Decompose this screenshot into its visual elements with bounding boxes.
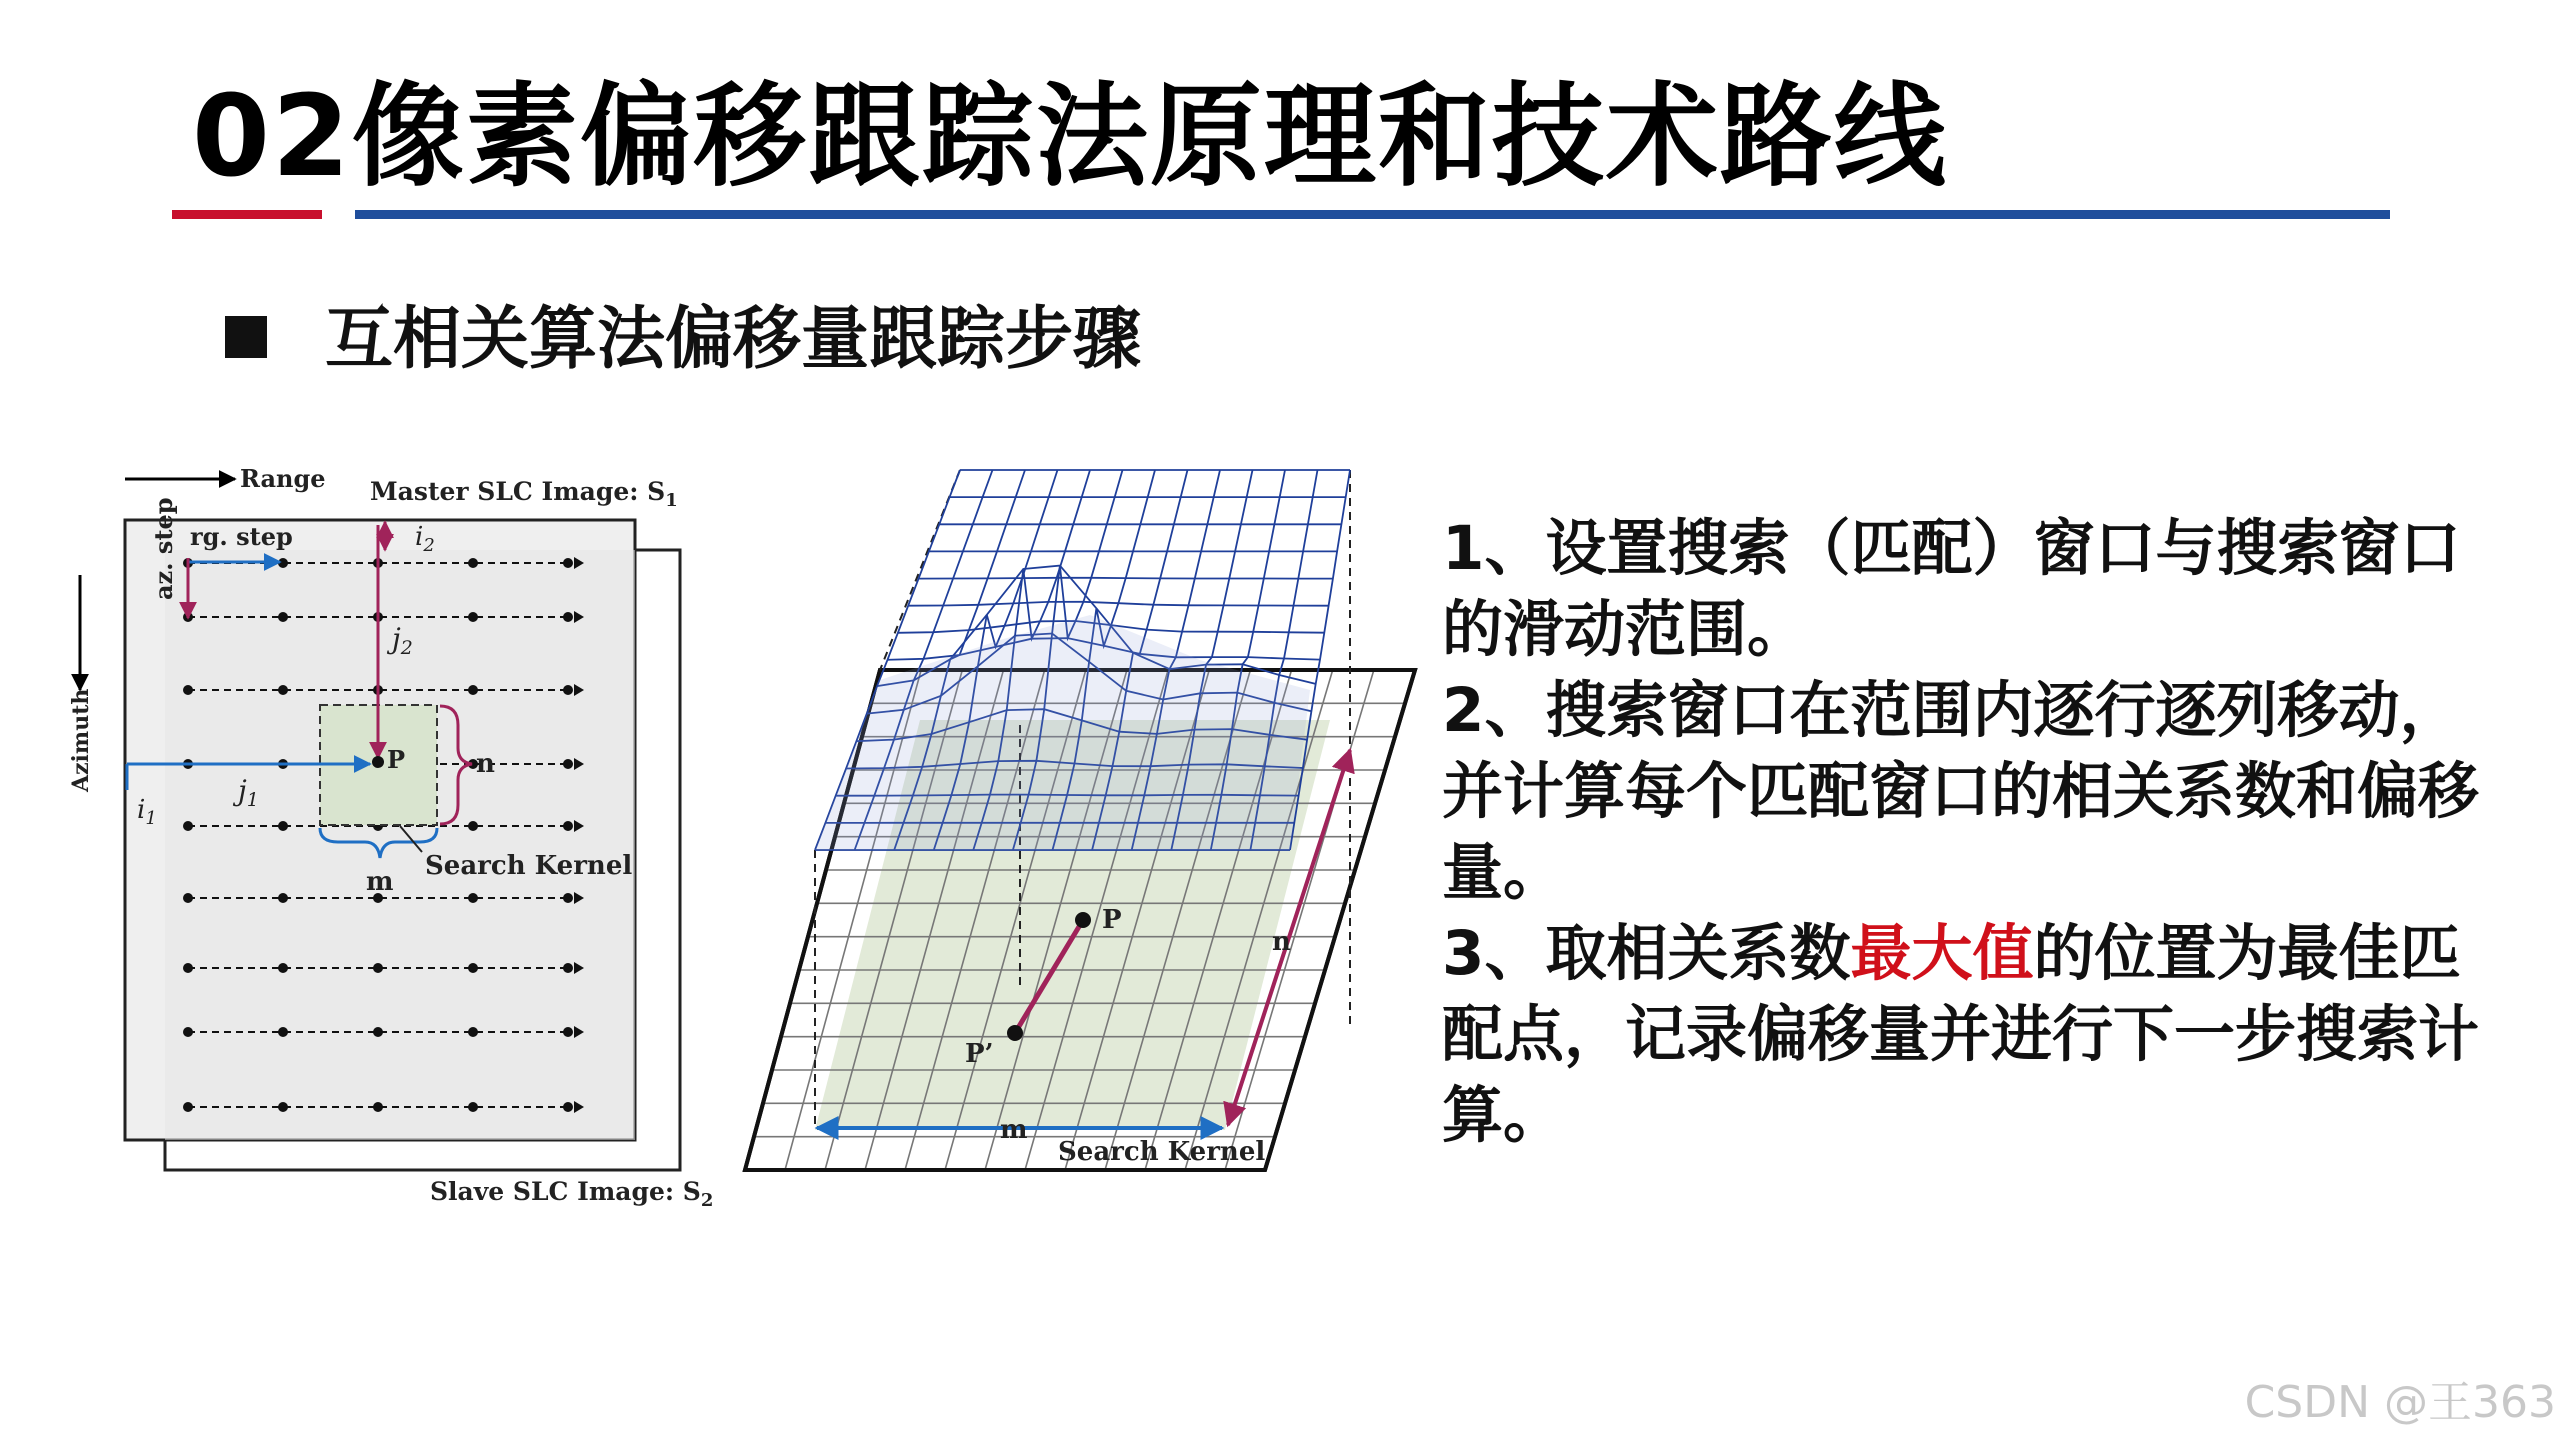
azimuth-label: Azimuth: [68, 688, 94, 792]
grid-dot: [563, 612, 573, 622]
point-p: [372, 756, 384, 768]
point-p-label: P: [387, 745, 406, 774]
n-label: n: [1272, 927, 1291, 957]
square-bullet-icon: [225, 316, 267, 358]
grid-dot: [468, 685, 478, 695]
highlight-text: 最大值: [1850, 918, 2034, 989]
grid-dot: [373, 963, 383, 973]
grid-dot: [183, 1027, 193, 1037]
i2-label: $i_2$: [415, 522, 435, 556]
point-p-prime: [1007, 1025, 1023, 1041]
n-label: n: [476, 749, 495, 779]
watermark: CSDN @王363: [2244, 1377, 2556, 1428]
grid-dot: [183, 893, 193, 903]
grid-dot: [563, 821, 573, 831]
grid-dot: [563, 685, 573, 695]
section-heading-text: 互相关算法偏移量跟踪步骤: [325, 300, 1142, 379]
j2-label: $j_2$: [392, 622, 413, 659]
i1-label: $i_1$: [137, 795, 157, 829]
grid-dot: [373, 1027, 383, 1037]
title-underline-red: [172, 210, 322, 219]
search-kernel-label: Search Kernel: [425, 851, 633, 881]
grid-dot: [563, 1027, 573, 1037]
correlation-surface-diagram: [730, 450, 1430, 1180]
grid-dot: [468, 821, 478, 831]
grid-dot: [183, 685, 193, 695]
j1-label: $j_1$: [238, 774, 259, 811]
grid-dot: [468, 1027, 478, 1037]
range-label: Range: [240, 464, 326, 493]
step-3: 3、取相关系数最大值的位置为最佳匹配点，记录偏移量并进行下一步搜索计算。: [1442, 918, 2480, 1151]
step-list: [1442, 508, 2512, 1156]
master-image-label: Master SLC Image: $S_1$: [370, 477, 678, 511]
grid-dot: [278, 963, 288, 973]
mesh-line: [919, 578, 1333, 579]
grid-dot: [468, 1102, 478, 1112]
grid-dot: [183, 1102, 193, 1112]
grid-dot: [563, 963, 573, 973]
correlation-mesh: [815, 470, 1350, 850]
grid-dot: [468, 963, 478, 973]
grid-dot: [278, 1102, 288, 1112]
grid-dot: [563, 759, 573, 769]
step-2: 2、搜索窗口在范围内逐行逐列移动，并计算每个匹配窗口的相关系数和偏移量。: [1442, 675, 2480, 908]
grid-dot: [183, 963, 193, 973]
grid-dot: [278, 1027, 288, 1037]
point-p-label: P: [1102, 905, 1122, 935]
page-title: 02像素偏移跟踪法原理和技术路线: [192, 72, 1948, 202]
grid-dot: [468, 558, 478, 568]
grid-dot: [278, 893, 288, 903]
grid-dot: [563, 558, 573, 568]
grid-dot: [278, 612, 288, 622]
point-p-prime-label: P’: [965, 1039, 994, 1069]
az-step-label: az. step: [149, 497, 178, 600]
m-label: m: [366, 867, 394, 897]
m-label: m: [1000, 1115, 1028, 1145]
step-1: 1、设置搜索（匹配）窗口与搜索窗口的滑动范围。: [1442, 513, 2461, 665]
grid-dot: [183, 821, 193, 831]
title-underline-blue: [355, 210, 2390, 219]
search-grid-diagram: [60, 450, 720, 1210]
section-heading: [225, 290, 1141, 390]
grid-dot: [278, 685, 288, 695]
grid-dot: [278, 821, 288, 831]
grid-dot: [373, 1102, 383, 1112]
grid-dot: [563, 1102, 573, 1112]
point-p: [1075, 912, 1091, 928]
slave-image-label: Slave SLC Image: $S_2$: [430, 1177, 714, 1210]
rg-step-label: rg. step: [190, 522, 293, 551]
grid-dot: [563, 893, 573, 903]
grid-dot: [468, 612, 478, 622]
search-kernel-label: Search Kernel: [1058, 1137, 1266, 1167]
grid-dot: [468, 893, 478, 903]
